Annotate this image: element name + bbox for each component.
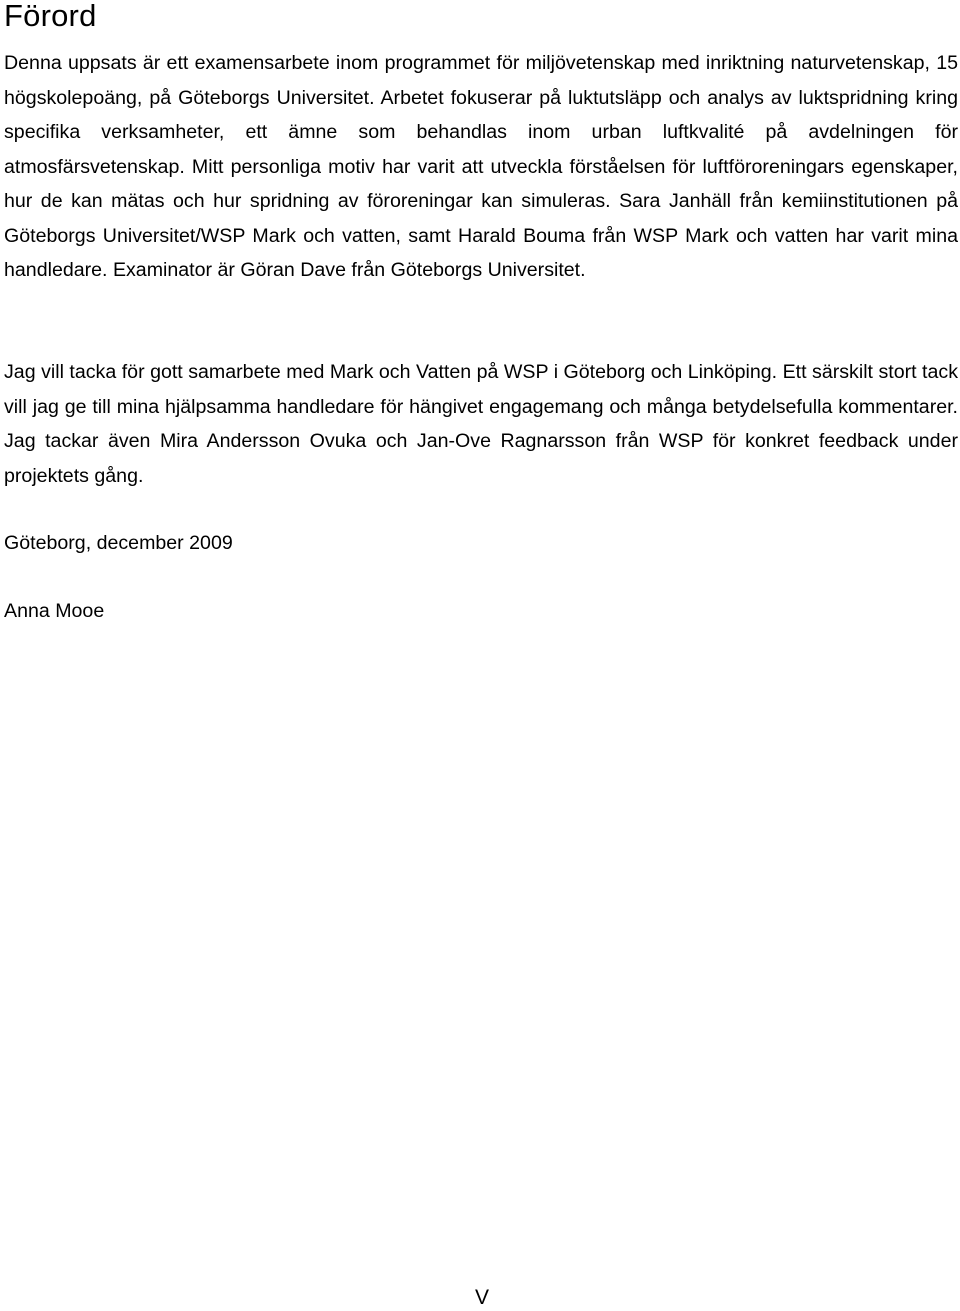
foreword-paragraph-intro: Denna uppsats är ett examensarbete inom programmet för miljövetenskap med inriktning naturvetenskap, 15 högskolepoäng, på Göteborgs Universitet. Arbetet fokuserar på luktutsläpp och analys av luktspridning kring specifika verksamheter, ett ämne som behandlas inom urban luftkvalité på avdelningen för atmosfärsvetenskap. Mitt personliga motiv har varit att utveckla förståelsen för luftföroreningars egenskaper, hur de kan mätas och hur spridning av föroreningar kan simuleras. Sara Janhäll från kemiinstitutionen på Göteborgs Universitet/WSP Mark och vatten, samt Harald Bouma från WSP Mark och vatten har varit mina handledare. Examinator är Göran Dave från Göteborgs Universitet. [4,52,958,281]
page-title: Förord [4,0,97,33]
page-number: V [474,1286,489,1309]
place-and-date: Göteborg, december 2009 [4,532,233,554]
author-name: Anna Mooe [4,600,105,622]
foreword-paragraph-thanks: Jag vill tacka för gott samarbete med Mark och Vatten på WSP i Göteborg och Linköping. Ett särskilt stort tack vill jag ge till mina hjälpsamma handledare för hängivet engagemang och många betydelsefulla kommentarer. Jag tackar även Mira Andersson Ovuka och Jan-Ove Ragnarsson från WSP för konkret feedback under projektets gång. [4,361,958,487]
